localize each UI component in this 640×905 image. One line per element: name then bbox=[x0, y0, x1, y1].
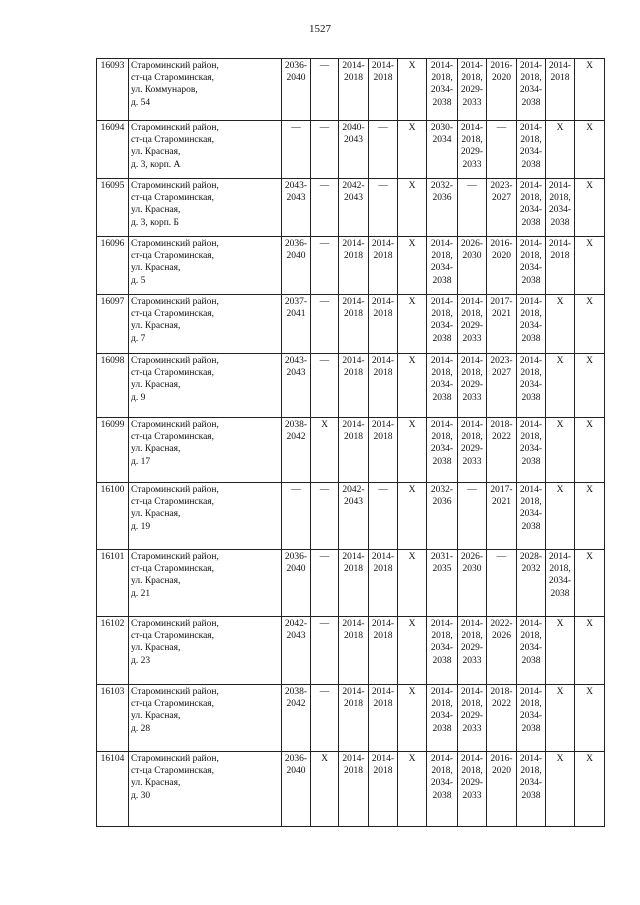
address-line: Староминский район, bbox=[131, 754, 219, 764]
address-line: Староминский район, bbox=[131, 552, 219, 562]
work-period-cell: X bbox=[398, 295, 427, 354]
work-period-cell: 2014- 2018, 2029- 2033 bbox=[458, 752, 487, 827]
record-number: 16103 bbox=[97, 685, 129, 752]
work-period-cell: 2014- 2018, 2034- 2038 bbox=[427, 617, 458, 685]
address-line: д. 21 bbox=[131, 588, 151, 599]
work-period-cell: X bbox=[398, 685, 427, 752]
work-period-cell: 2022- 2026 bbox=[487, 617, 517, 685]
address-cell bbox=[129, 295, 282, 354]
work-period-cell: 2014- 2018 bbox=[339, 617, 369, 685]
work-period-cell: — bbox=[311, 550, 339, 617]
work-period-cell: 2026- 2030 bbox=[458, 550, 487, 617]
work-period-cell: 2032- 2036 bbox=[427, 179, 458, 237]
address-line: ст-ца Староминская, bbox=[131, 251, 215, 262]
record-number: 16094 bbox=[97, 121, 129, 179]
address-line: Староминский район, bbox=[131, 239, 219, 249]
work-period-cell: 2014- 2018, 2034- 2038 bbox=[427, 685, 458, 752]
work-period-cell: X bbox=[575, 752, 605, 827]
work-period-cell: X bbox=[398, 121, 427, 179]
work-period-cell: 2014- 2018, 2034- 2038 bbox=[427, 752, 458, 827]
work-period-cell: X bbox=[575, 685, 605, 752]
work-period-cell: 2014- 2018, 2034- 2038 bbox=[517, 121, 546, 179]
work-period-cell: 2016- 2020 bbox=[487, 237, 517, 295]
address-cell bbox=[129, 237, 282, 295]
work-period-cell: X bbox=[398, 179, 427, 237]
work-period-cell: X bbox=[398, 752, 427, 827]
work-period-cell: — bbox=[458, 179, 487, 237]
work-period-cell: 2018- 2022 bbox=[487, 418, 517, 483]
address-line: ст-ца Староминская, bbox=[131, 135, 215, 146]
address-line: ул. Красная, bbox=[131, 321, 181, 332]
work-period-cell: 2014- 2018, 2034- 2038 bbox=[517, 354, 546, 418]
work-period-cell: X bbox=[575, 418, 605, 483]
address-cell bbox=[129, 483, 282, 550]
address-line: ул. Красная, bbox=[131, 444, 181, 455]
record-number: 16095 bbox=[97, 179, 129, 237]
work-period-cell: 2014- 2018 bbox=[369, 550, 398, 617]
work-period-cell: 2043- 2043 bbox=[282, 179, 311, 237]
work-period-cell: 2036- 2040 bbox=[282, 550, 311, 617]
record-number: 16097 bbox=[97, 295, 129, 354]
work-period-cell: X bbox=[575, 483, 605, 550]
work-period-cell: 2014- 2018 bbox=[339, 237, 369, 295]
work-period-cell: 2014- 2018, 2034- 2038 bbox=[517, 295, 546, 354]
address-line: д. 7 bbox=[131, 333, 146, 344]
work-period-cell: 2014- 2018, 2029- 2033 bbox=[458, 685, 487, 752]
address-line: ул. Красная, bbox=[131, 147, 181, 158]
address-cell bbox=[129, 550, 282, 617]
address-line: ст-ца Староминская, bbox=[131, 766, 215, 777]
record-number: 16099 bbox=[97, 418, 129, 483]
work-period-cell: X bbox=[546, 295, 575, 354]
work-period-cell: 2023- 2027 bbox=[487, 354, 517, 418]
work-period-cell: — bbox=[487, 121, 517, 179]
work-period-cell: 2014- 2018, 2034- 2038 bbox=[517, 685, 546, 752]
work-period-cell: 2014- 2018, 2029- 2033 bbox=[458, 59, 487, 121]
work-period-cell: 2031- 2035 bbox=[427, 550, 458, 617]
work-period-cell: — bbox=[311, 483, 339, 550]
work-period-cell: X bbox=[546, 418, 575, 483]
address-cell bbox=[129, 418, 282, 483]
work-period-cell: 2040- 2043 bbox=[339, 121, 369, 179]
record-number: 16104 bbox=[97, 752, 129, 827]
work-period-cell: 2038- 2042 bbox=[282, 685, 311, 752]
work-period-cell: X bbox=[546, 483, 575, 550]
address-line: д. 19 bbox=[131, 521, 151, 532]
work-period-cell: X bbox=[575, 121, 605, 179]
work-period-cell: 2014- 2018 bbox=[546, 59, 575, 121]
work-period-cell: — bbox=[487, 550, 517, 617]
work-period-cell: 2014- 2018, 2034- 2038 bbox=[517, 237, 546, 295]
work-period-cell: X bbox=[546, 617, 575, 685]
work-period-cell: — bbox=[311, 121, 339, 179]
work-period-cell: 2014- 2018, 2034- 2038 bbox=[517, 752, 546, 827]
address-line: ст-ца Староминская, bbox=[131, 432, 215, 443]
table-row bbox=[97, 418, 605, 483]
address-line: Староминский район, bbox=[131, 687, 219, 697]
address-line: Староминский район, bbox=[131, 619, 219, 629]
work-period-cell: 2014- 2018, 2034- 2038 bbox=[427, 418, 458, 483]
work-period-cell: — bbox=[369, 179, 398, 237]
record-number: 16093 bbox=[97, 59, 129, 121]
work-period-cell: 2028- 2032 bbox=[517, 550, 546, 617]
work-period-cell: 2014- 2018, 2029- 2033 bbox=[458, 354, 487, 418]
work-period-cell: 2014- 2018 bbox=[339, 550, 369, 617]
address-cell bbox=[129, 752, 282, 827]
address-line: ул. Красная, bbox=[131, 205, 181, 216]
work-period-cell: X bbox=[575, 617, 605, 685]
work-period-cell: 2014- 2018, 2034- 2038 bbox=[517, 179, 546, 237]
address-cell bbox=[129, 179, 282, 237]
work-period-cell: — bbox=[282, 483, 311, 550]
address-cell bbox=[129, 59, 282, 121]
work-period-cell: 2014- 2018, 2029- 2033 bbox=[458, 617, 487, 685]
work-period-cell: 2017- 2021 bbox=[487, 295, 517, 354]
address-line: Староминский район, bbox=[131, 61, 219, 71]
address-line: ст-ца Староминская, bbox=[131, 309, 215, 320]
address-line: Староминский район, bbox=[131, 356, 219, 366]
work-period-cell: — bbox=[311, 179, 339, 237]
work-period-cell: 2014- 2018, 2034- 2038 bbox=[517, 617, 546, 685]
work-period-cell: — bbox=[311, 617, 339, 685]
work-period-cell: — bbox=[282, 121, 311, 179]
registry-table bbox=[96, 58, 605, 827]
address-line: ул. Красная, bbox=[131, 643, 181, 654]
work-period-cell: X bbox=[546, 121, 575, 179]
table-row bbox=[97, 59, 605, 121]
work-period-cell: X bbox=[398, 617, 427, 685]
work-period-cell: 2014- 2018 bbox=[369, 418, 398, 483]
work-period-cell: 2014- 2018, 2034- 2038 bbox=[546, 550, 575, 617]
table-row bbox=[97, 685, 605, 752]
address-line: д. 9 bbox=[131, 392, 146, 403]
work-period-cell: 2014- 2018, 2034- 2038 bbox=[517, 418, 546, 483]
address-line: Староминский район, bbox=[131, 420, 219, 430]
record-number: 16102 bbox=[97, 617, 129, 685]
address-line: ул. Коммунаров, bbox=[131, 85, 198, 96]
work-period-cell: — bbox=[369, 483, 398, 550]
work-period-cell: 2016- 2020 bbox=[487, 59, 517, 121]
work-period-cell: 2042- 2043 bbox=[282, 617, 311, 685]
address-line: ст-ца Староминская, bbox=[131, 699, 215, 710]
work-period-cell: 2042- 2043 bbox=[339, 483, 369, 550]
address-line: ул. Красная, bbox=[131, 778, 181, 789]
work-period-cell: 2014- 2018, 2034- 2038 bbox=[427, 295, 458, 354]
work-period-cell: 2016- 2020 bbox=[487, 752, 517, 827]
address-line: ст-ца Староминская, bbox=[131, 564, 215, 575]
work-period-cell: X bbox=[398, 483, 427, 550]
work-period-cell: 2014- 2018 bbox=[369, 617, 398, 685]
address-line: ст-ца Староминская, bbox=[131, 73, 215, 84]
work-period-cell: 2014- 2018, 2034- 2038 bbox=[427, 59, 458, 121]
work-period-cell: X bbox=[546, 354, 575, 418]
table-row bbox=[97, 237, 605, 295]
address-line: Староминский район, bbox=[131, 485, 219, 495]
work-period-cell: X bbox=[398, 418, 427, 483]
work-period-cell: 2014- 2018 bbox=[339, 418, 369, 483]
address-cell bbox=[129, 685, 282, 752]
work-period-cell: 2042- 2043 bbox=[339, 179, 369, 237]
address-line: д. 30 bbox=[131, 790, 151, 801]
work-period-cell: 2038- 2042 bbox=[282, 418, 311, 483]
work-period-cell: 2037- 2041 bbox=[282, 295, 311, 354]
table-row bbox=[97, 483, 605, 550]
work-period-cell: X bbox=[575, 237, 605, 295]
work-period-cell: X bbox=[575, 59, 605, 121]
address-line: Староминский район, bbox=[131, 297, 219, 307]
address-line: ст-ца Староминская, bbox=[131, 497, 215, 508]
work-period-cell: X bbox=[398, 59, 427, 121]
registry-body bbox=[97, 59, 605, 827]
work-period-cell: 2036- 2040 bbox=[282, 59, 311, 121]
work-period-cell: 2032- 2036 bbox=[427, 483, 458, 550]
record-number: 16098 bbox=[97, 354, 129, 418]
table-row bbox=[97, 550, 605, 617]
address-line: Староминский район, bbox=[131, 123, 219, 133]
address-line: д. 3, корп. А bbox=[131, 159, 181, 170]
record-number: 16100 bbox=[97, 483, 129, 550]
work-period-cell: 2026- 2030 bbox=[458, 237, 487, 295]
work-period-cell: 2036- 2040 bbox=[282, 752, 311, 827]
table-row bbox=[97, 752, 605, 827]
work-period-cell: 2014- 2018 bbox=[339, 685, 369, 752]
work-period-cell: — bbox=[458, 483, 487, 550]
table-row bbox=[97, 121, 605, 179]
address-line: д. 54 bbox=[131, 97, 151, 108]
work-period-cell: 2014- 2018, 2034- 2038 bbox=[517, 483, 546, 550]
table-row bbox=[97, 179, 605, 237]
work-period-cell: 2043- 2043 bbox=[282, 354, 311, 418]
address-cell bbox=[129, 121, 282, 179]
work-period-cell: X bbox=[311, 752, 339, 827]
work-period-cell: 2014- 2018, 2034- 2038 bbox=[427, 237, 458, 295]
address-line: Староминский район, bbox=[131, 181, 219, 191]
work-period-cell: 2017- 2021 bbox=[487, 483, 517, 550]
work-period-cell: 2014- 2018 bbox=[339, 752, 369, 827]
work-period-cell: 2014- 2018, 2034- 2038 bbox=[517, 59, 546, 121]
work-period-cell: 2014- 2018, 2034- 2038 bbox=[546, 179, 575, 237]
record-number: 16101 bbox=[97, 550, 129, 617]
work-period-cell: X bbox=[546, 685, 575, 752]
address-line: д. 17 bbox=[131, 456, 151, 467]
address-line: ул. Красная, bbox=[131, 576, 181, 587]
work-period-cell: 2014- 2018, 2029- 2033 bbox=[458, 418, 487, 483]
work-period-cell: X bbox=[546, 752, 575, 827]
address-line: д. 3, корп. Б bbox=[131, 217, 180, 228]
address-line: д. 28 bbox=[131, 723, 151, 734]
work-period-cell: 2014- 2018 bbox=[369, 752, 398, 827]
work-period-cell: X bbox=[398, 354, 427, 418]
work-period-cell: — bbox=[311, 59, 339, 121]
address-line: ул. Красная, bbox=[131, 380, 181, 391]
work-period-cell: 2014- 2018 bbox=[546, 237, 575, 295]
work-period-cell: 2014- 2018 bbox=[339, 295, 369, 354]
address-line: ул. Красная, bbox=[131, 509, 181, 520]
address-cell bbox=[129, 617, 282, 685]
work-period-cell: 2014- 2018 bbox=[339, 354, 369, 418]
work-period-cell: X bbox=[398, 237, 427, 295]
work-period-cell: — bbox=[311, 354, 339, 418]
address-line: д. 5 bbox=[131, 275, 146, 286]
page-number: 1527 bbox=[309, 23, 331, 35]
work-period-cell: 2014- 2018 bbox=[369, 295, 398, 354]
address-line: ул. Красная, bbox=[131, 263, 181, 274]
address-line: ст-ца Староминская, bbox=[131, 631, 215, 642]
work-period-cell: 2014- 2018 bbox=[369, 59, 398, 121]
work-period-cell: 2014- 2018 bbox=[369, 237, 398, 295]
work-period-cell: 2014- 2018 bbox=[369, 685, 398, 752]
address-line: ул. Красная, bbox=[131, 711, 181, 722]
address-line: ст-ца Староминская, bbox=[131, 368, 215, 379]
work-period-cell: 2014- 2018, 2029- 2033 bbox=[458, 121, 487, 179]
table-row bbox=[97, 354, 605, 418]
work-period-cell: 2014- 2018, 2034- 2038 bbox=[427, 354, 458, 418]
work-period-cell: 2014- 2018 bbox=[339, 59, 369, 121]
work-period-cell: 2014- 2018 bbox=[369, 354, 398, 418]
work-period-cell: 2018- 2022 bbox=[487, 685, 517, 752]
work-period-cell: 2030- 2034 bbox=[427, 121, 458, 179]
work-period-cell: X bbox=[575, 295, 605, 354]
address-line: ст-ца Староминская, bbox=[131, 193, 215, 204]
work-period-cell: — bbox=[369, 121, 398, 179]
work-period-cell: — bbox=[311, 295, 339, 354]
work-period-cell: X bbox=[575, 179, 605, 237]
record-number: 16096 bbox=[97, 237, 129, 295]
work-period-cell: 2023- 2027 bbox=[487, 179, 517, 237]
table-row bbox=[97, 617, 605, 685]
work-period-cell: X bbox=[311, 418, 339, 483]
work-period-cell: X bbox=[575, 550, 605, 617]
address-line: д. 23 bbox=[131, 655, 151, 666]
address-cell bbox=[129, 354, 282, 418]
work-period-cell: 2014- 2018, 2029- 2033 bbox=[458, 295, 487, 354]
work-period-cell: X bbox=[398, 550, 427, 617]
work-period-cell: X bbox=[575, 354, 605, 418]
table-row bbox=[97, 295, 605, 354]
work-period-cell: — bbox=[311, 685, 339, 752]
work-period-cell: — bbox=[311, 237, 339, 295]
work-period-cell: 2036- 2040 bbox=[282, 237, 311, 295]
